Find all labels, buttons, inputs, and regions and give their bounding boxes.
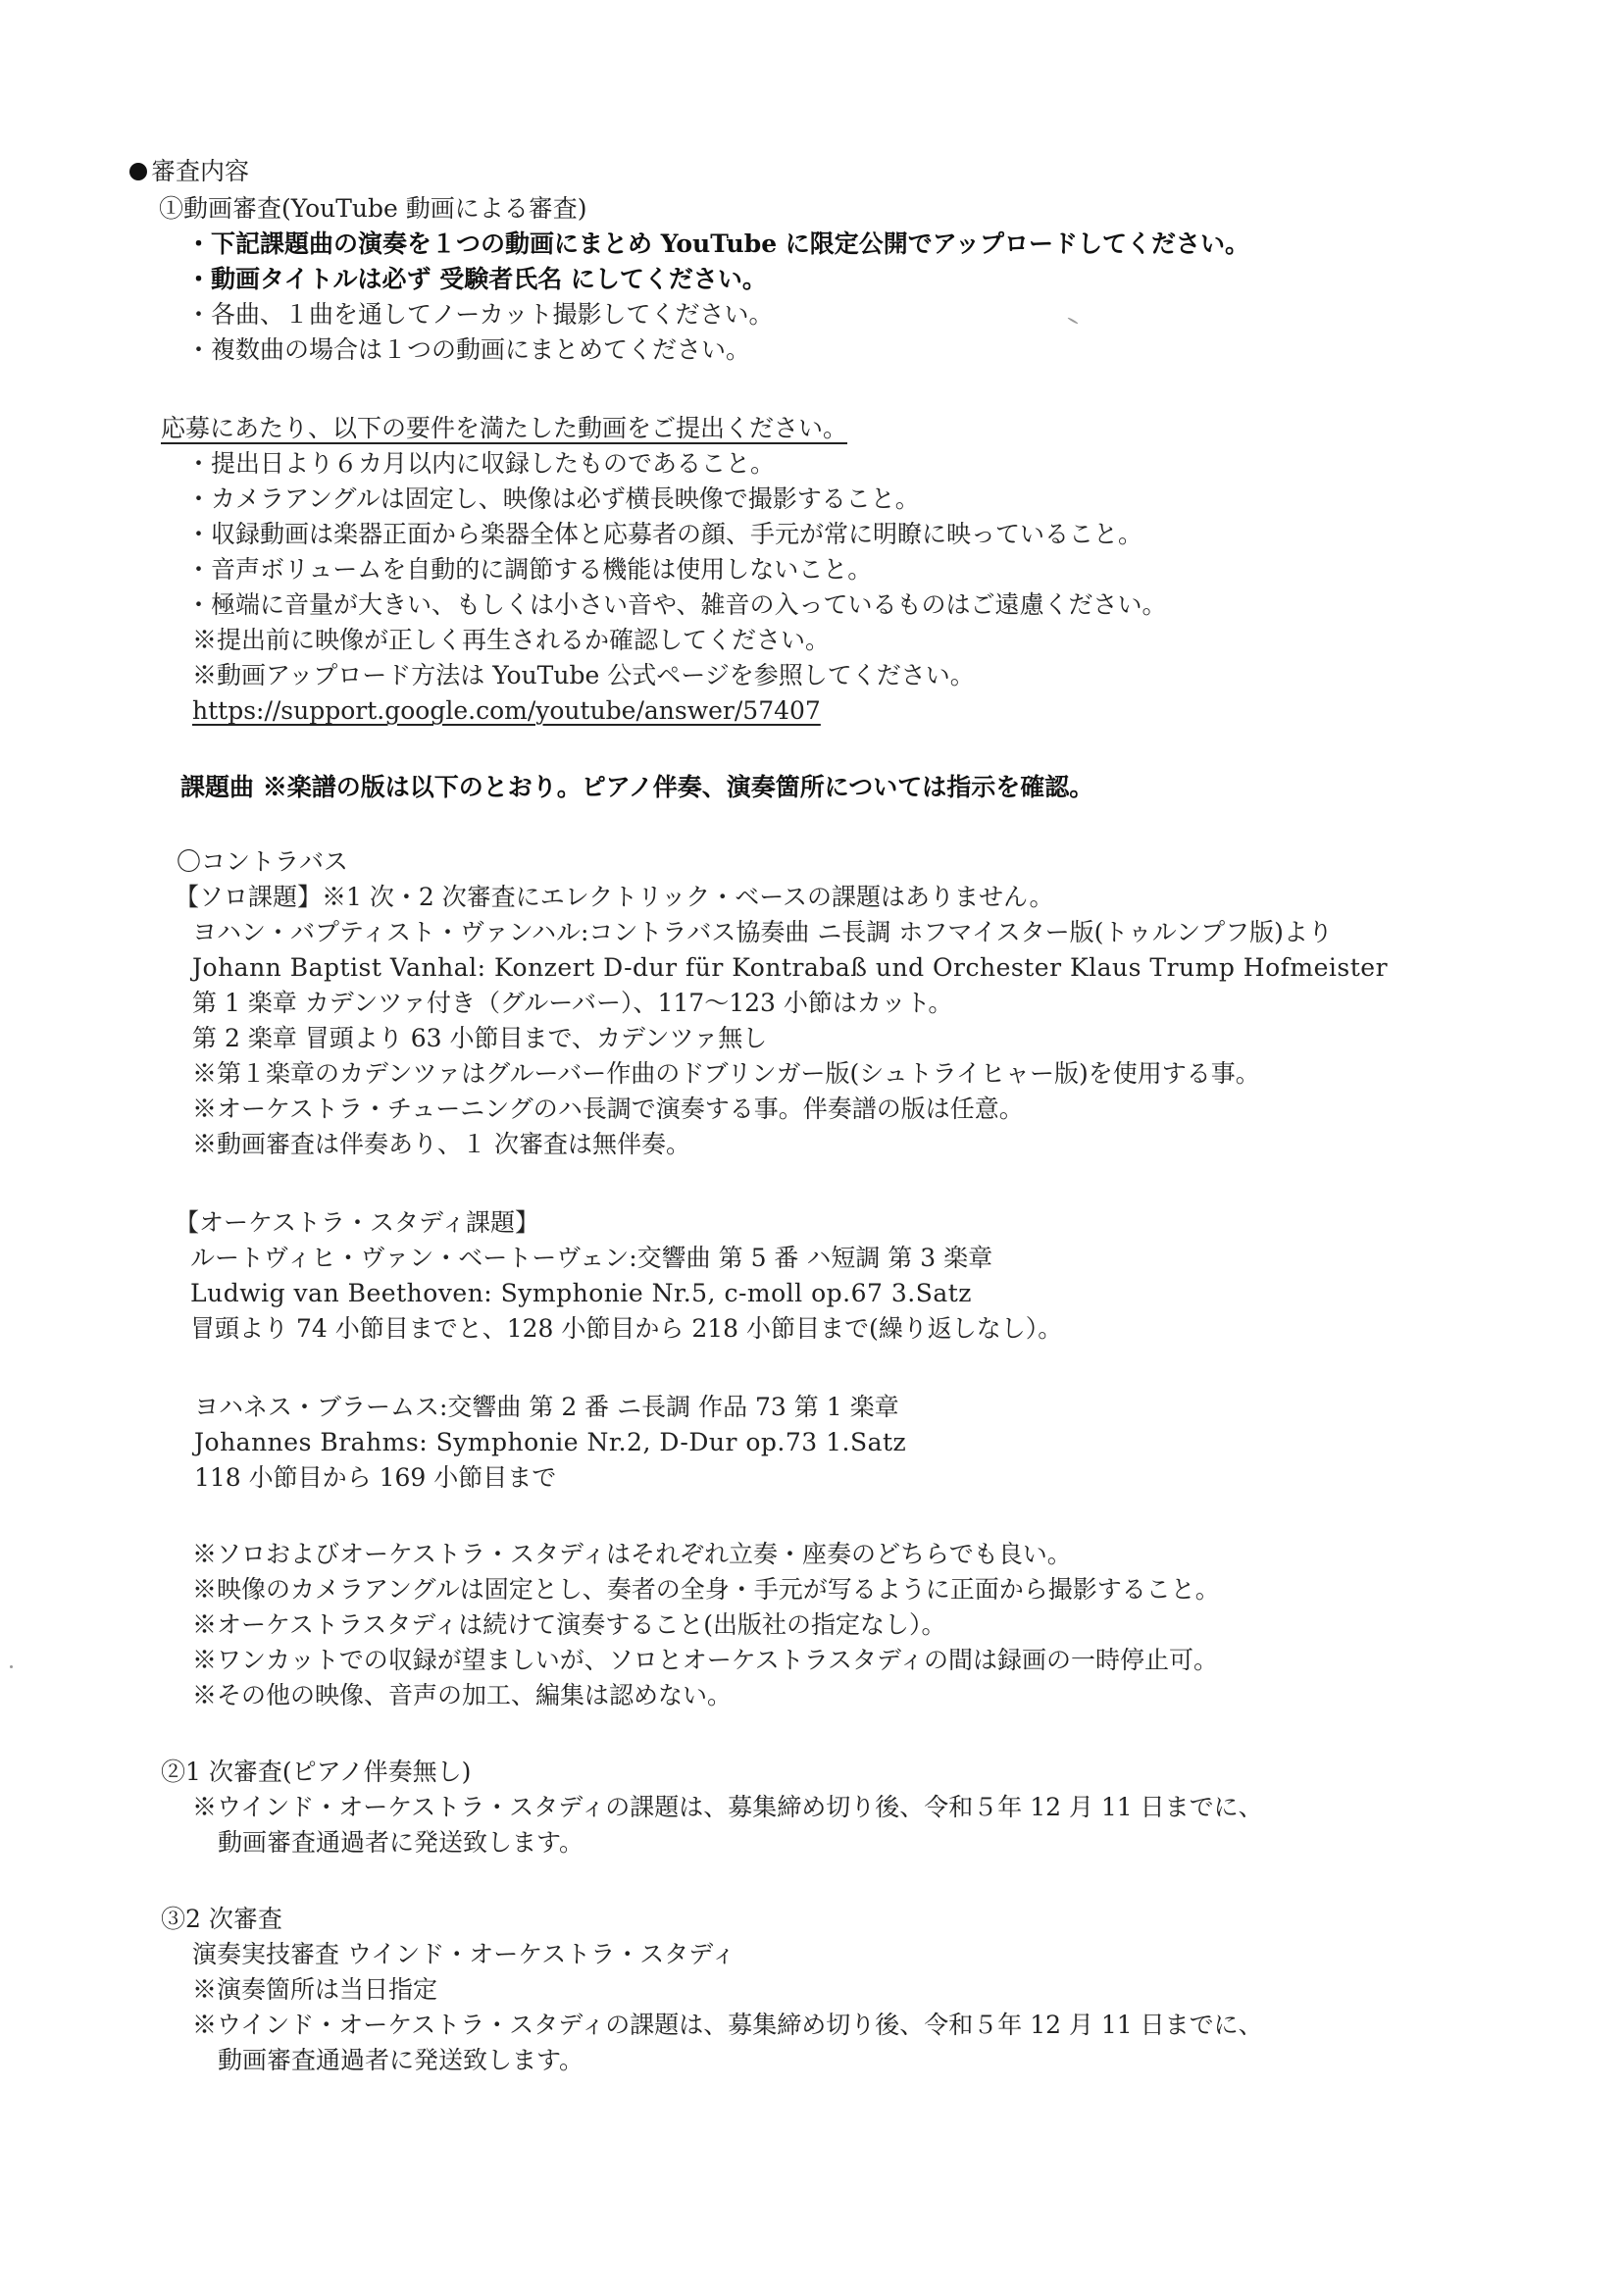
scan-speck xyxy=(10,1665,13,1668)
youtube-help-link[interactable]: https://support.google.com/youtube/answer/57407 xyxy=(192,696,821,725)
requirement-note: ※動画アップロード方法は YouTube 公式ページを参照してください。 xyxy=(192,661,975,689)
solo-line: ※動画審査は伴奏あり、１ 次審査は無伴奏。 xyxy=(192,1130,690,1158)
section-2-line: 動画審査通過者に発送致します。 xyxy=(218,1828,584,1857)
solo-line: Johann Baptist Vanhal: Konzert D-dur für Kontrabaß und Orchester Klaus Trump Hofmeister xyxy=(192,953,1389,982)
solo-line: ヨハン・バプティスト・ヴァンハル:コントラバス協奏曲 ニ長調 ホフマイスター版(トゥルンプフ版)より xyxy=(192,918,1333,946)
scan-speck xyxy=(1067,317,1078,325)
performance-note: ※ワンカットでの収録が望ましいが、ソロとオーケストラスタディの間は録画の一時停止可。 xyxy=(192,1646,1219,1674)
beethoven-line: Ludwig van Beethoven: Symphonie Nr.5, c-moll op.67 3.Satz xyxy=(190,1279,972,1307)
performance-note: ※映像のカメラアングルは固定とし、奏者の全身・手元が写るように正面から撮影すること。 xyxy=(192,1575,1220,1604)
requirements-intro: 応募にあたり、以下の要件を満たした動画をご提出ください。 xyxy=(161,414,848,442)
requirement-item: ・カメラアングルは固定し、映像は必ず横長映像で撮影すること。 xyxy=(186,484,920,513)
requirement-item: ・音声ボリュームを自動的に調節する機能は使用しないこと。 xyxy=(186,555,873,584)
section-2-line: ※ウインド・オーケストラ・スタディの課題は、募集締め切り後、令和５年 12 月 11 日までに、 xyxy=(192,1793,1263,1821)
performance-note: ※オーケストラスタディは続けて演奏すること(出版社の指定なし）。 xyxy=(192,1610,946,1639)
solo-line: 【ソロ課題】※1 次・2 次審査にエレクトリック・ベースの課題はありません。 xyxy=(175,883,1054,911)
requirement-note: ※提出前に映像が正しく再生されるか確認してください。 xyxy=(192,626,831,654)
section-3-line: 動画審査通過者に発送致します。 xyxy=(218,2046,584,2074)
requirement-item: ・提出日より６カ月以内に収録したものであること。 xyxy=(186,449,776,478)
solo-line: ※第１楽章のカデンツァはグルーバー作曲のドブリンガー版(シュトライヒャー版)を使用する事。 xyxy=(192,1059,1260,1088)
instruction-bold-1: ・下記課題曲の演奏を１つの動画にまとめ YouTube に限定公開でアップロードしてください。 xyxy=(186,229,1250,258)
performance-note: ※その他の映像、音声の加工、編集は認めない。 xyxy=(192,1681,733,1709)
section-3-title: ③2 次審査 xyxy=(161,1905,282,1933)
requirement-item: ・収録動画は楽器正面から楽器全体と応募者の顔、手元が常に明瞭に映っていること。 xyxy=(186,520,1143,548)
section-2-title: ②1 次審査(ピアノ伴奏無し) xyxy=(161,1758,472,1786)
instruction-3: ・各曲、１曲を通してノーカット撮影してください。 xyxy=(186,300,774,329)
orchestra-study-title: 【オーケストラ・スタディ課題】 xyxy=(175,1208,540,1237)
beethoven-line: ルートヴィヒ・ヴァン・ベートーヴェン:交響曲 第 5 番 ハ短調 第 3 楽章 xyxy=(190,1244,993,1272)
solo-line: 第 2 楽章 冒頭より 63 小節目まで、カデンツァ無し xyxy=(192,1024,768,1052)
section-1-title: ①動画審査(YouTube 動画による審査) xyxy=(159,194,587,223)
bullet-icon xyxy=(129,163,147,180)
brahms-line: ヨハネス・ブラームス:交響曲 第 2 番 ニ長調 作品 73 第 1 楽章 xyxy=(194,1393,899,1421)
section-heading: 審査内容 xyxy=(129,159,249,183)
section-3-line: ※演奏箇所は当日指定 xyxy=(192,1975,438,2004)
instruction-bold-2: ・動画タイトルは必ず 受験者氏名 にしてください。 xyxy=(186,265,767,293)
performance-note: ※ソロおよびオーケストラ・スタディはそれぞれ立奏・座奏のどちらでも良い。 xyxy=(192,1540,1072,1568)
solo-line: ※オーケストラ・チューニングのハ長調で演奏する事。伴奏譜の版は任意。 xyxy=(192,1095,1024,1123)
section-3-line: 演奏実技審査 ウインド・オーケストラ・スタディ xyxy=(192,1940,736,1968)
requirement-item: ・極端に音量が大きい、もしくは小さい音や、雑音の入っているものはご遠慮ください。 xyxy=(186,590,1167,619)
beethoven-line: 冒頭より 74 小節目までと、128 小節目から 218 小節目まで(繰り返しなし）。 xyxy=(190,1314,1063,1343)
instrument-label: 〇コントラバス xyxy=(177,847,349,876)
section-3-line: ※ウインド・オーケストラ・スタディの課題は、募集締め切り後、令和５年 12 月 11 日までに、 xyxy=(192,2011,1263,2039)
brahms-line: 118 小節目から 169 小節目まで xyxy=(194,1463,557,1492)
brahms-line: Johannes Brahms: Symphonie Nr.2, D-Dur op.73 1.Satz xyxy=(194,1428,907,1456)
solo-line: 第 1 楽章 カデンツァ付き（グルーバー）、117～123 小節はカット。 xyxy=(192,989,953,1017)
pieces-title: 課題曲 ※楽譜の版は以下のとおり。ピアノ伴奏、演奏箇所については指示を確認。 xyxy=(180,773,1094,801)
instruction-4: ・複数曲の場合は１つの動画にまとめてください。 xyxy=(186,335,751,364)
